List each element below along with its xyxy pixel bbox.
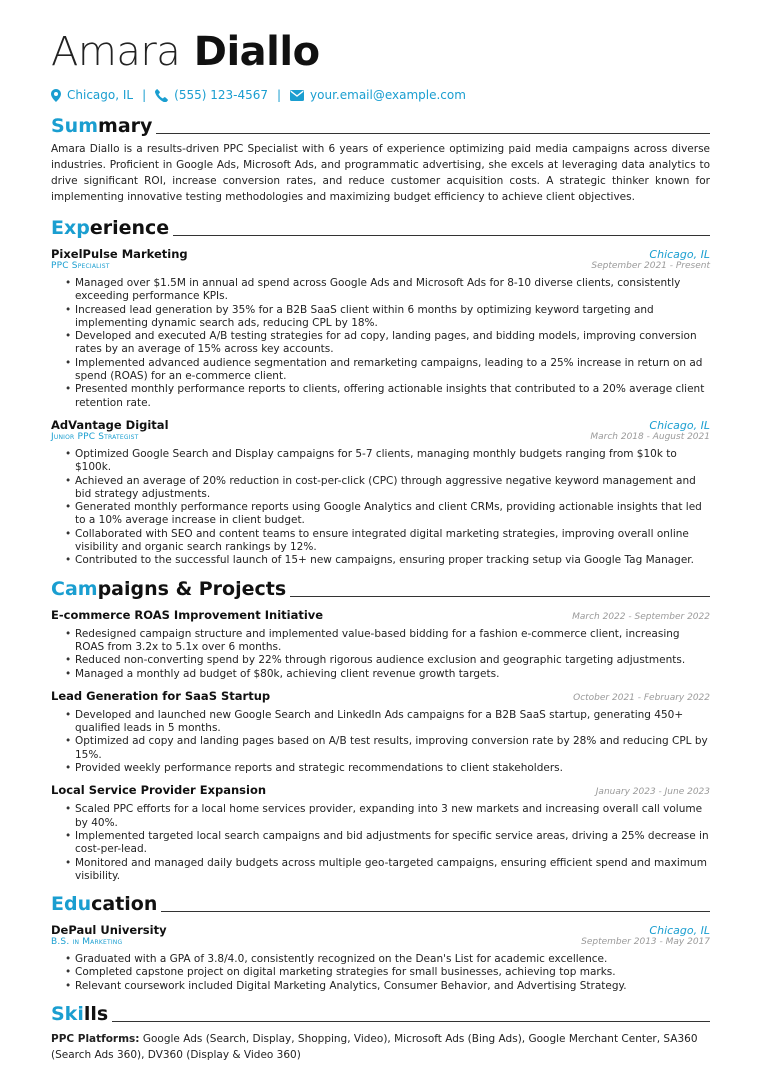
entry-dates: March 2022 - September 2022 bbox=[572, 611, 710, 622]
envelope-icon bbox=[290, 90, 304, 101]
entry-dates: October 2021 - February 2022 bbox=[573, 692, 710, 703]
heading-rest: mary bbox=[98, 115, 153, 137]
list-item: • Optimized Google Search and Display campaigns for 5-7 clients, managing monthly budgets ranging from $10k to $100k. bbox=[75, 448, 710, 475]
entry-dates: September 2013 - May 2017 bbox=[581, 937, 710, 948]
bullet-list bbox=[51, 709, 710, 775]
project-entry bbox=[51, 689, 710, 775]
list-item: • Graduated with a GPA of 3.8/4.0, consistently recognized on the Dean's List for academic excellence. bbox=[75, 953, 710, 966]
experience-entry bbox=[51, 418, 710, 568]
job-title: Junior PPC Strategist bbox=[51, 431, 139, 442]
location-text: Chicago, IL bbox=[67, 88, 134, 102]
list-item: • Presented monthly performance reports to clients, offering actionable insights that contributed to a 20% average client retention rate. bbox=[75, 383, 710, 410]
project-name: Local Service Provider Expansion bbox=[51, 783, 267, 798]
list-item: • Relevant coursework included Digital Marketing Analytics, Consumer Behavior, and Advertising Strategy. bbox=[75, 980, 710, 993]
entry-dates: January 2023 - June 2023 bbox=[595, 787, 710, 798]
education-heading bbox=[51, 893, 710, 915]
heading-rule bbox=[161, 911, 710, 912]
project-entry bbox=[51, 608, 710, 681]
entry-dates: March 2018 - August 2021 bbox=[590, 431, 710, 442]
email-text: your.email@example.com bbox=[310, 88, 466, 102]
bullet-list bbox=[51, 277, 710, 410]
project-entry bbox=[51, 783, 710, 883]
company-name: PixelPulse Marketing bbox=[51, 247, 188, 261]
list-item: • Monitored and managed daily budgets across multiple geo-targeted campaigns, ensuring efficient spend and maximum visibility. bbox=[75, 857, 710, 884]
bullet-list bbox=[51, 803, 710, 883]
list-item: • Scaled PPC efforts for a local home services provider, expanding into 3 new markets and increasing overall call volume by 40%. bbox=[75, 803, 710, 830]
list-item: • Implemented targeted local search campaigns and bid adjustments for specific service areas, driving a 25% decrease in cost-per-lead. bbox=[75, 830, 710, 857]
list-item: • Managed a monthly ad budget of $80k, achieving client revenue growth targets. bbox=[75, 668, 710, 681]
experience-heading bbox=[51, 217, 710, 239]
list-item: • Implemented advanced audience segmentation and remarketing campaigns, leading to a 25% increase in return on ad spend (ROAS) for an e-commerce client. bbox=[75, 357, 710, 384]
heading-rest: lls bbox=[83, 1002, 109, 1025]
heading-rule bbox=[290, 596, 710, 597]
heading-accent: Sum bbox=[51, 115, 99, 137]
list-item: • Generated monthly performance reports using Google Analytics and client CRMs, providing actionable insights that led to a 10% average increase in client budget. bbox=[75, 501, 710, 528]
school-name: DePaul University bbox=[51, 923, 167, 938]
list-item: • Managed over $1.5M in annual ad spend across Google Ads and Microsoft Ads for 8-10 diverse clients, consistently exceeding performance KPIs. bbox=[75, 277, 710, 304]
list-item: • Provided weekly performance reports and strategic recommendations to client stakeholders. bbox=[75, 762, 710, 775]
separator: | bbox=[142, 88, 147, 102]
heading-rest: cation bbox=[91, 893, 158, 916]
education-entry bbox=[51, 923, 710, 993]
list-item: • Optimized ad copy and landing pages based on A/B test results, improving conversion rate by 28% and reducing CPL by 15%. bbox=[75, 735, 710, 762]
entry-dates: September 2021 - Present bbox=[591, 261, 710, 271]
skills-text bbox=[51, 1031, 710, 1063]
degree: B.S. in Marketing bbox=[51, 937, 123, 948]
entry-location: Chicago, IL bbox=[649, 418, 710, 432]
entry-location: Chicago, IL bbox=[649, 924, 710, 938]
separator: | bbox=[277, 88, 282, 102]
project-name: Lead Generation for SaaS Startup bbox=[51, 688, 271, 703]
list-item: • Achieved an average of 20% reduction in cost-per-click (CPC) through aggressive negative keyword management and bid strategy adjustments. bbox=[75, 475, 710, 502]
candidate-name bbox=[51, 30, 710, 74]
heading-rule bbox=[173, 235, 710, 236]
last-name: Diallo bbox=[193, 29, 320, 75]
skills-heading bbox=[51, 1003, 710, 1025]
bullet-list bbox=[51, 448, 710, 568]
entry-location: Chicago, IL bbox=[649, 248, 710, 261]
project-name: E-commerce ROAS Improvement Initiative bbox=[51, 607, 324, 622]
contact-phone[interactable] bbox=[155, 88, 268, 102]
heading-rest: erience bbox=[89, 217, 170, 239]
heading-accent: Ski bbox=[51, 1002, 84, 1025]
contact-bar bbox=[51, 87, 710, 103]
job-title: PPC Specialist bbox=[51, 261, 110, 271]
heading-accent: Edu bbox=[51, 893, 92, 916]
summary-heading bbox=[51, 115, 710, 137]
bullet-list bbox=[51, 953, 710, 993]
heading-accent: Cam bbox=[51, 577, 98, 600]
map-marker-icon bbox=[51, 89, 61, 102]
experience-entry bbox=[51, 247, 710, 410]
list-item: • Developed and executed A/B testing strategies for ad copy, landing pages, and bidding models, improving conversion rates by an average of 15% across key accounts. bbox=[75, 330, 710, 357]
list-item: • Collaborated with SEO and content teams to ensure integrated digital marketing strategies, improving overall online visibility and organic search rankings by 12%. bbox=[75, 528, 710, 555]
phone-text: (555) 123-4567 bbox=[174, 88, 268, 102]
list-item: • Reduced non-converting spend by 22% through rigorous audience exclusion and geographic targeting adjustments. bbox=[75, 654, 710, 667]
list-item: • Completed capstone project on digital marketing strategies for small businesses, achieving top marks. bbox=[75, 966, 710, 979]
phone-icon bbox=[155, 89, 168, 102]
list-item: • Contributed to the successful launch of 15+ new campaigns, ensuring proper tracking setup via Google Tag Manager. bbox=[75, 554, 710, 567]
bullet-list bbox=[51, 628, 710, 681]
list-item: • Increased lead generation by 35% for a B2B SaaS client within 6 months by optimizing keyword targeting and implementing dynamic search ads, reducing CPL by 18%. bbox=[75, 304, 710, 331]
contact-email[interactable] bbox=[290, 88, 466, 102]
company-name: AdVantage Digital bbox=[51, 417, 169, 432]
list-item: • Redesigned campaign structure and implemented value-based bidding for a fashion e-commerce client, increasing ROAS from 3.2x to 5.1x over 6 months. bbox=[75, 628, 710, 655]
heading-rest: paigns & Projects bbox=[97, 577, 287, 600]
list-item: • Developed and launched new Google Search and LinkedIn Ads campaigns for a B2B SaaS startup, generating 450+ qualified leads in 5 months. bbox=[75, 709, 710, 736]
heading-rule bbox=[112, 1021, 710, 1022]
heading-rule bbox=[156, 133, 710, 134]
skills-label: PPC Platforms: bbox=[51, 1032, 140, 1045]
first-name: Amara bbox=[51, 29, 181, 75]
contact-location bbox=[51, 88, 133, 102]
summary-text: Amara Diallo is a results-driven PPC Specialist with 6 years of experience optimizing paid media campaigns across diverse industries. Proficient in Google Ads, Microsoft Ads, and programmatic advertising, she excels at leveraging data analytics to drive significant ROI, increase conversion rates, and reduce customer acquisition costs. A strategic thinker known for implementing innovative testing methodologies and maximizing budget efficiency to achieve client objectives. bbox=[51, 143, 710, 203]
skills-list: Google Ads (Search, Display, Shopping, Video), Microsoft Ads (Bing Ads), Google Merchant Center, SA360 (Search Ads 360), DV360 (Display & Video 360) bbox=[51, 1032, 698, 1061]
projects-heading bbox=[51, 578, 710, 600]
heading-accent: Exp bbox=[51, 217, 90, 239]
